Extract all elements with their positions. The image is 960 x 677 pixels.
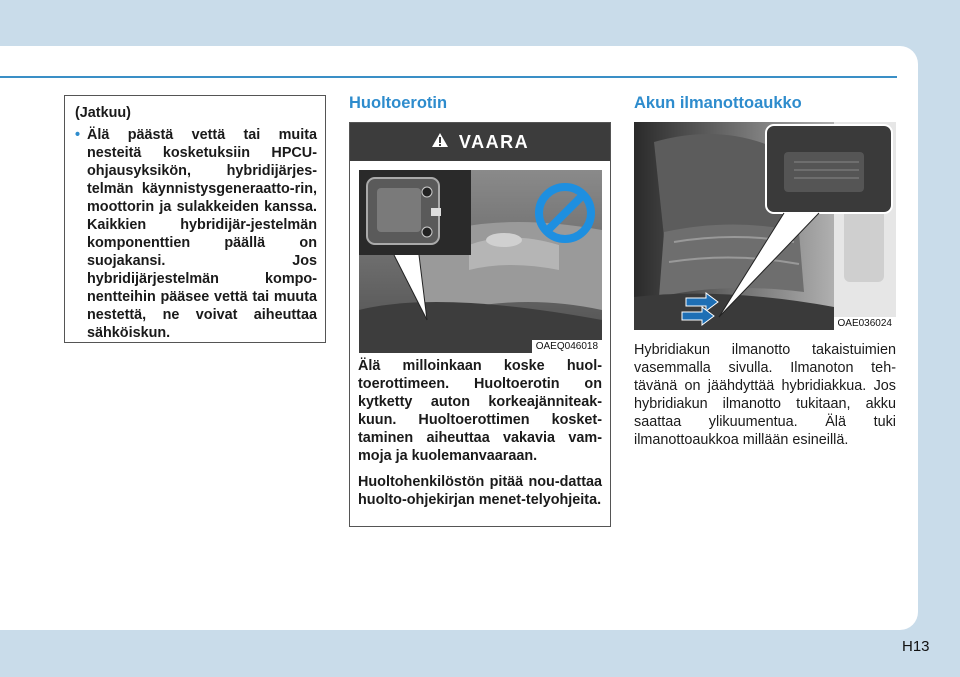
service-disconnect-figure <box>359 170 602 353</box>
warning-header <box>350 123 610 161</box>
bullet-item <box>75 126 317 342</box>
page-number: H13 <box>902 638 930 655</box>
section-heading-service-disconnect: Huoltoerotin <box>349 94 448 112</box>
warning-paragraph-2: Huoltohenkilöstön pitää nou-dattaa huolto-ohjekirjan menet-telyohjeita. <box>358 474 602 508</box>
warning-text <box>358 357 602 517</box>
bullet-text: Älä päästä vettä tai muita nesteitä kosketuksiin HPCU-ohjausyksikön, hybridijärjes-telmän käynnistysgeneraatto-rin, moottorin ja sulakkeiden kanssa. Kaikkien hybridijär-jestelmän komponenttien päällä on suojakansi. Jos hybridijärjestelmän kompo-nentteihin pääsee vettä tai muuta nestettä, ne voivat aiheuttaa sähköiskun. <box>87 127 317 341</box>
rear-seat-illustration <box>634 122 896 330</box>
header-rule <box>0 76 897 78</box>
figure-code: OAEQ046018 <box>532 340 602 353</box>
section-heading-battery-air-intake: Akun ilmanottoaukko <box>634 94 802 112</box>
figure-code: OAE036024 <box>834 317 897 330</box>
warning-paragraph-1: Älä milloinkaan koske huol-toerottimeen. Huoltoerotin on kytketty auton korkeajänniteak-kuun. Huoltoerottimen kosket-taminen aiheuttaa vakavia vam-moja ja kuolemanvaaraan. <box>358 358 602 464</box>
continued-label: (Jatkuu) <box>75 105 131 121</box>
battery-air-intake-text: Hybridiakun ilmanotto takaistuimien vasemmalla sivulla. Ilmanoton teh-tävänä on jäähdyttää hybridiakkua. Jos hybridiakun ilmanotto tukitaan, akku saattaa ylikuumentua. Älä tuki ilmanottoaukkoa millään esineillä. <box>634 342 896 448</box>
warning-triangle-icon <box>431 132 449 153</box>
continued-warning-box <box>64 95 326 343</box>
prohibition-icon <box>534 182 596 244</box>
danger-warning-box <box>349 122 611 527</box>
bullet-icon: • <box>75 127 81 143</box>
warning-label: VAARA <box>458 131 530 152</box>
battery-air-intake-figure <box>634 122 896 330</box>
